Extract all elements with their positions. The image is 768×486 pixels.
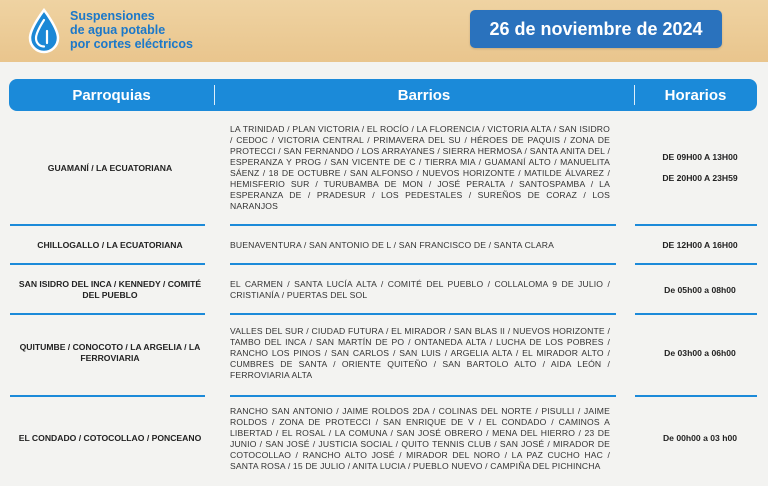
column-header-parroquias: Parroquias — [72, 86, 151, 104]
horario-value: DE 20H00 A 23H59 — [662, 173, 738, 183]
column-header-barrios: Barrios — [397, 86, 451, 104]
table-row — [0, 232, 768, 258]
row-divider — [635, 395, 757, 397]
row-divider — [635, 263, 757, 265]
table-row — [0, 321, 768, 389]
parroquia-cell: QUITUMBE / CONOCOTO / LA ARGELIA / LA FERROVIARIA — [19, 342, 201, 363]
header-title-line: Suspensiones — [70, 9, 155, 23]
date-badge: 26 de noviembre de 2024 — [470, 10, 722, 48]
barrios-cell: BUENAVENTURA / SAN ANTONIO DE L / SAN FRANCISCO DE / SANTA CLARA — [230, 239, 554, 250]
table-row — [0, 120, 768, 224]
parroquia-cell: EL CONDADO / COTOCOLLAO / PONCEANO — [18, 432, 202, 443]
header-title-line: de agua potable — [70, 23, 166, 37]
horarios-cell — [640, 120, 760, 216]
header-title — [70, 9, 270, 51]
water-drop-icon — [26, 8, 62, 54]
column-header-horarios: Horarios — [664, 86, 727, 104]
horarios-cell — [640, 232, 760, 258]
horarios-cell — [640, 321, 760, 385]
horario-value: De 03h00 a 06h00 — [664, 347, 736, 358]
parroquia-cell: CHILLOGALLO / LA ECUATORIANA — [37, 239, 183, 250]
parroquia-cell: SAN ISIDRO DEL INCA / KENNEDY / COMITÉ DEL PUEBLO — [18, 279, 202, 300]
barrios-cell: RANCHO SAN ANTONIO / JAIME ROLDOS 2DA / COLINAS DEL NORTE / PISULLI / JAIME ROLDOS / ZONA DE PROTECCI / SAN ENRIQUE DE V / EL CONDADO / CAMINOS A LIBERTAD / EL ROSAL / LA COMUNA / SAN JOSÉ OBRERO / MENA DEL HIERRO / 23 DE JUNIO / SAN JOSÉ / JUSTICIA SOCIAL / QUITO TENNIS CLUB / SAN JOSÉ / MIRADOR DE COTOCOLLAO / RANCHO ALTO JOSÉ / MIRADOR DEL NORO / LA PAZ CUCHO HAC / SANTA ROSA / 15 DE JULIO / ANITA LUCIA / PUEBLO NUEVO / CAMPIÑA DEL PICHINCHA — [230, 406, 610, 471]
row-divider — [635, 313, 757, 315]
barrios-cell: LA TRINIDAD / PLAN VICTORIA / EL ROCÍO / LA FLORENCIA / VICTORIA ALTA / SAN ISIDRO / CEDOC / VICTORIA CENTRAL / PRIMAVERA DEL SU / HÉROES DE PAQUIS / ZONA DE PROTECCI / SAN FERNANDO / LOS ARRAYANES / SIERRA HERMOSA / SANTA ANITA DEL / ESPERANZA Y PROG / SAN VICENTE DE C / TIERRA MIA / GUAMANÍ ALTO / MANUELITA SÁENZ / 18 DE OCTUBRE / SAN ALFONSO / NUEVOS HORIZONTE / MATILDE ÁLVAREZ / HEMISFERIO SUR / TURUBAMBA DE MON / JOSÉ PERALTA / SANTOSPAMBA / LA ESPERANZA DE / PRADESUR / LOS PEDESTALES / SUREÑOS DE CORAZ / LOS NARANJOS — [230, 124, 610, 211]
table-row — [0, 271, 768, 309]
horario-value: DE 12H00 A 16H00 — [662, 239, 738, 250]
row-divider — [635, 224, 757, 226]
barrios-cell: VALLES DEL SUR / CIUDAD FUTURA / EL MIRADOR / SAN BLAS II / NUEVOS HORIZONTE / TAMBO DEL INCA / SAN MARTÍN DE PO / ONTANEDA ALTA / LUCHA DE LOS POBRES / RANCHO LOS PINOS / SAN CARLOS / SAN LUIS / ARGELIA ALTA / EL MIRADOR ALTO / CUMBRES DE SANTA / ORIENTE QUITEÑO / SAN BARTOLO ALTO / AIDA LEÓN / FERROVIARIA ALTA — [230, 325, 610, 380]
parroquia-cell: GUAMANÍ / LA ECUATORIANA — [47, 162, 173, 173]
horario-value: De 00h00 a 03 h00 — [662, 432, 738, 443]
table-row — [0, 406, 768, 486]
horarios-cell — [640, 271, 760, 309]
row-divider — [230, 395, 616, 397]
row-divider — [10, 313, 205, 315]
horario-value: De 05h00 a 08h00 — [664, 284, 736, 295]
header-title-line: por cortes eléctricos — [70, 37, 193, 51]
row-divider — [230, 263, 616, 265]
row-divider — [230, 313, 616, 315]
header-banner — [0, 0, 768, 62]
table-header — [9, 79, 757, 111]
horarios-cell — [640, 406, 760, 470]
barrios-cell: EL CARMEN / SANTA LUCÍA ALTA / COMITÉ DEL PUEBLO / COLLALOMA 9 DE JULIO / CRISTIANÍA / PUERTAS DEL SOL — [230, 279, 610, 300]
row-divider — [10, 263, 205, 265]
row-divider — [10, 395, 205, 397]
row-divider — [10, 224, 205, 226]
horario-value: DE 09H00 A 13H00 — [662, 152, 738, 162]
row-divider — [230, 224, 616, 226]
